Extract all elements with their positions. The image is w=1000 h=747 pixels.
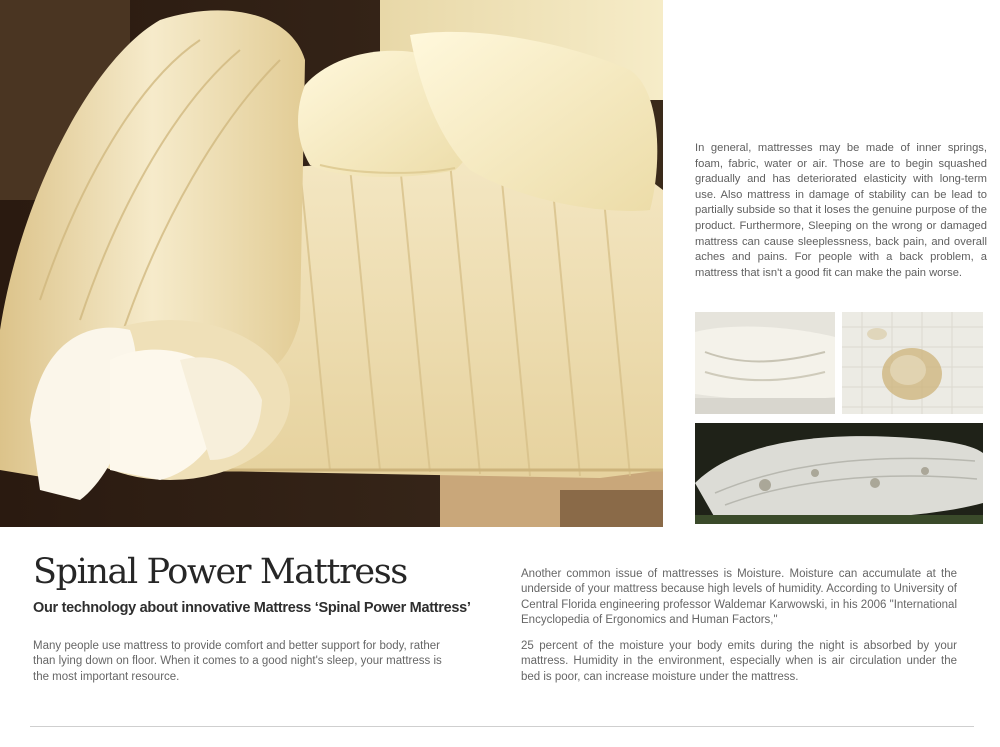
intro-paragraph: In general, mattresses may be made of inner springs, foam, fabric, water or air. Those are to begin squashed gradually and has deteriorated elasticity with long-term use. Also mattress in damage of stability can be lead to partially subside so that it loses the genuine purpose of the product. Furthermore, Sleeping on the wrong or damaged mattress can cause sleeplessness, back pain, and overall aches and pains. For people with a back problem, a mattress that isn't a good fit can make the pain worse. bbox=[695, 142, 987, 279]
body-paragraph-right-2: 25 percent of the moisture your body emits during the night is absorbed by your mattress. Humidity in the environment, especially when is air circulation under the bed is poor, can increase moisture under the mattress. bbox=[521, 640, 957, 683]
footer-divider bbox=[30, 726, 974, 727]
stained-mattress-photo bbox=[842, 312, 983, 414]
sagging-mattress-photo bbox=[695, 312, 835, 414]
moldy-mattress-photo bbox=[695, 423, 983, 524]
page-title: Spinal Power Mattress bbox=[33, 552, 407, 592]
page-subtitle: Our technology about innovative Mattress ‘Spinal Power Mattress’ bbox=[33, 600, 471, 616]
hero-mattress-photo bbox=[0, 0, 663, 527]
body-paragraph-right-1: Another common issue of mattresses is Moisture. Moisture can accumulate at the underside of your mattress because high levels of humidity. According to University of Central Florida engineering professor Waldemar Karwowski, in his 2006 "International Encyclopedia of Ergonomics and Human Factors," bbox=[521, 568, 957, 627]
body-paragraph-left: Many people use mattress to provide comfort and better support for body, rather than lying down on floor. When it comes to a good night's sleep, your mattress is the most important resource. bbox=[33, 640, 442, 683]
